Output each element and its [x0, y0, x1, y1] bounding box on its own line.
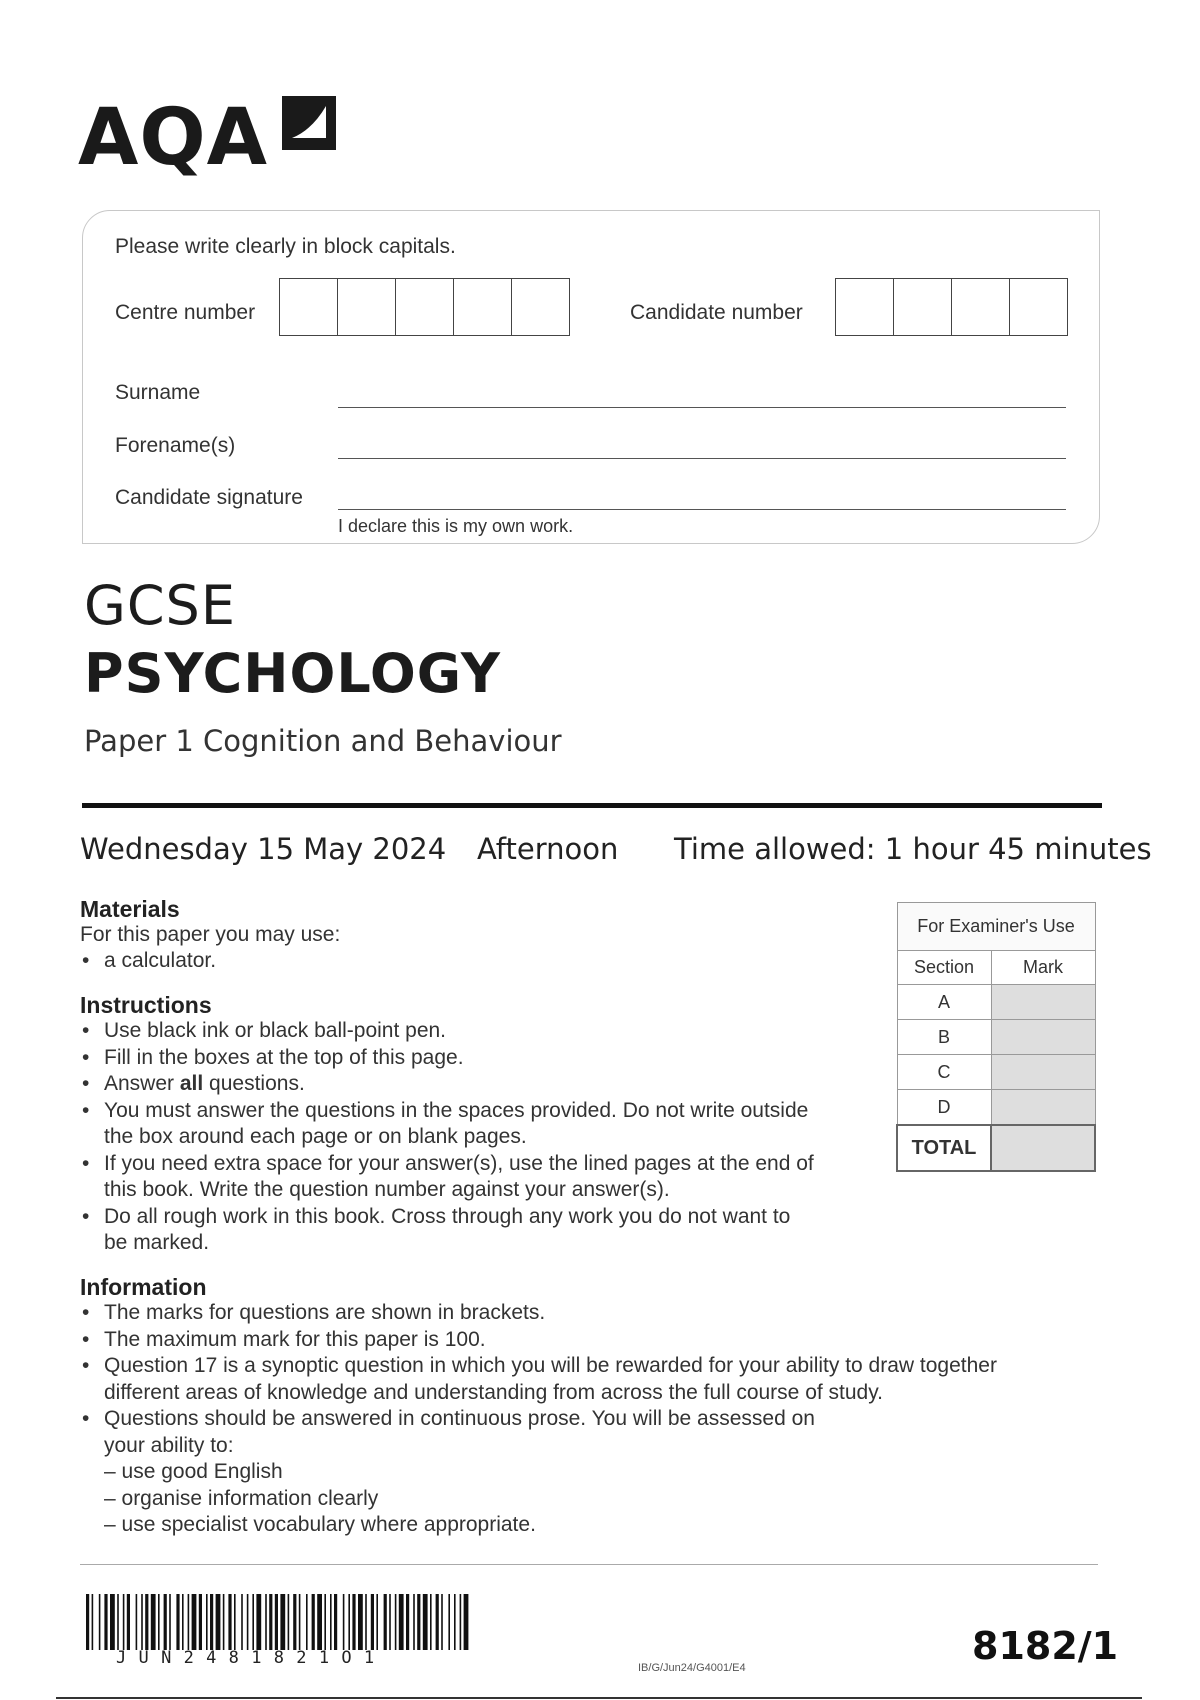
instruction-text: Fill in the boxes at the top of this page. — [104, 1045, 464, 1069]
information-item — [80, 1353, 997, 1406]
information-text: The maximum mark for this paper is 100. — [104, 1327, 486, 1351]
information-text: different areas of knowledge and understanding from across the full course of study. — [104, 1380, 884, 1404]
information-text: The marks for questions are shown in brackets. — [104, 1301, 546, 1324]
instruction-text: Answer — [104, 1072, 180, 1095]
assessment-criterion: – use good English — [104, 1460, 283, 1483]
document-reference: IB/G/Jun24/G4001/E4 — [638, 1662, 746, 1674]
candidate-number-digit[interactable] — [894, 279, 952, 335]
materials-intro: For this paper you may use: — [80, 923, 341, 946]
section-label: D — [897, 1090, 991, 1126]
instruction-item — [80, 1098, 814, 1151]
information-list — [80, 1300, 997, 1539]
assessment-criterion: – organise information clearly — [104, 1486, 379, 1510]
total-mark-cell — [991, 1125, 1095, 1171]
page-bottom-rule — [56, 1697, 1142, 1699]
centre-number-digit[interactable] — [338, 279, 396, 335]
centre-number-digit[interactable] — [454, 279, 512, 335]
instruction-text: the box around each page or on blank pages. — [104, 1125, 527, 1148]
instructions-list — [80, 1018, 814, 1257]
information-item — [80, 1300, 997, 1327]
section-label: A — [897, 985, 991, 1020]
instruction-item — [80, 1204, 814, 1257]
instruction-text: be marked. — [104, 1231, 210, 1254]
centre-number-digit[interactable] — [280, 279, 338, 335]
section-column-header: Section — [897, 951, 991, 985]
instruction-item — [80, 1071, 814, 1098]
materials-heading: Materials — [80, 896, 180, 922]
information-text: • Questions should be answered in continuous prose. You will be assessed on — [104, 1407, 815, 1430]
centre-number-boxes[interactable] — [279, 278, 570, 336]
barcode-icon — [86, 1594, 472, 1650]
section-label: B — [897, 1020, 991, 1055]
mark-cell — [991, 1020, 1095, 1055]
instruction-text: this book. Write the question number against your answer(s). — [104, 1178, 670, 1201]
instruction-text: Use black ink or black ball-point pen. — [104, 1019, 447, 1042]
forenames-field[interactable] — [338, 458, 1066, 459]
information-item — [80, 1406, 997, 1539]
subject-title: PSYCHOLOGY — [84, 642, 502, 705]
information-text: • Question 17 is a synoptic question in which you will be rewarded for your ability to draw together — [104, 1354, 997, 1377]
barcode-number: JUN2481821O1 — [116, 1648, 387, 1668]
candidate-number-boxes[interactable] — [835, 278, 1068, 336]
information-text: your ability to: — [104, 1433, 234, 1457]
mark-cell — [991, 1055, 1095, 1090]
materials-item: • a calculator. — [80, 948, 216, 975]
information-item — [80, 1327, 997, 1354]
paper-title: Paper 1 Cognition and Behaviour — [84, 724, 562, 758]
qualification-title: GCSE — [84, 574, 236, 637]
candidate-number-digit[interactable] — [952, 279, 1010, 335]
assessment-criterion: – use specialist vocabulary where appropriate. — [104, 1513, 536, 1536]
paper-code: 8182/1 — [972, 1624, 1119, 1668]
total-label: TOTAL — [897, 1125, 991, 1171]
mark-cell — [991, 1090, 1095, 1126]
own-work-declaration: I declare this is my own work. — [338, 516, 574, 536]
instruction-emphasis: all — [179, 1072, 204, 1095]
instruction-item — [80, 1045, 814, 1072]
centre-number-digit[interactable] — [512, 279, 569, 335]
forenames-label: Forename(s) — [115, 434, 236, 457]
aqa-logo — [78, 88, 350, 188]
logo-text: AQA — [78, 93, 269, 183]
instruction-item — [80, 1151, 814, 1204]
instructions-heading: Instructions — [80, 992, 212, 1018]
aqa-logo-mark-icon — [278, 92, 340, 154]
block-capitals-hint: Please write clearly in block capitals. — [115, 235, 456, 258]
instruction-text: • You must answer the questions in the spaces provided. Do not write outside — [104, 1098, 809, 1122]
instruction-text: • If you need extra space for your answer(s), use the lined pages at the end of — [104, 1151, 814, 1175]
exam-session: Afternoon — [477, 832, 619, 866]
signature-field[interactable] — [338, 509, 1066, 510]
candidate-number-label: Candidate number — [630, 301, 803, 324]
instruction-text: questions. — [203, 1072, 305, 1095]
instruction-item — [80, 1018, 814, 1045]
mark-column-header: Mark — [991, 951, 1095, 985]
examiners-use-heading: For Examiner's Use — [897, 903, 1095, 951]
exam-date: Wednesday 15 May 2024 — [80, 832, 447, 866]
materials-list — [80, 948, 216, 975]
centre-number-digit[interactable] — [396, 279, 454, 335]
signature-label: Candidate signature — [115, 486, 303, 509]
candidate-number-digit[interactable] — [1010, 279, 1067, 335]
time-allowed: Time allowed: 1 hour 45 minutes — [674, 832, 1152, 866]
instruction-text: • Do all rough work in this book. Cross through any work you do not want to — [104, 1204, 791, 1228]
surname-label: Surname — [115, 381, 201, 404]
examiners-use-table — [896, 902, 1096, 1172]
footer-divider — [80, 1564, 1098, 1565]
centre-number-label: Centre number — [115, 301, 256, 324]
mark-cell — [991, 985, 1095, 1020]
title-divider — [82, 803, 1102, 808]
information-heading: Information — [80, 1274, 207, 1300]
section-label: C — [897, 1055, 991, 1090]
surname-field[interactable] — [338, 407, 1066, 408]
candidate-number-digit[interactable] — [836, 279, 894, 335]
